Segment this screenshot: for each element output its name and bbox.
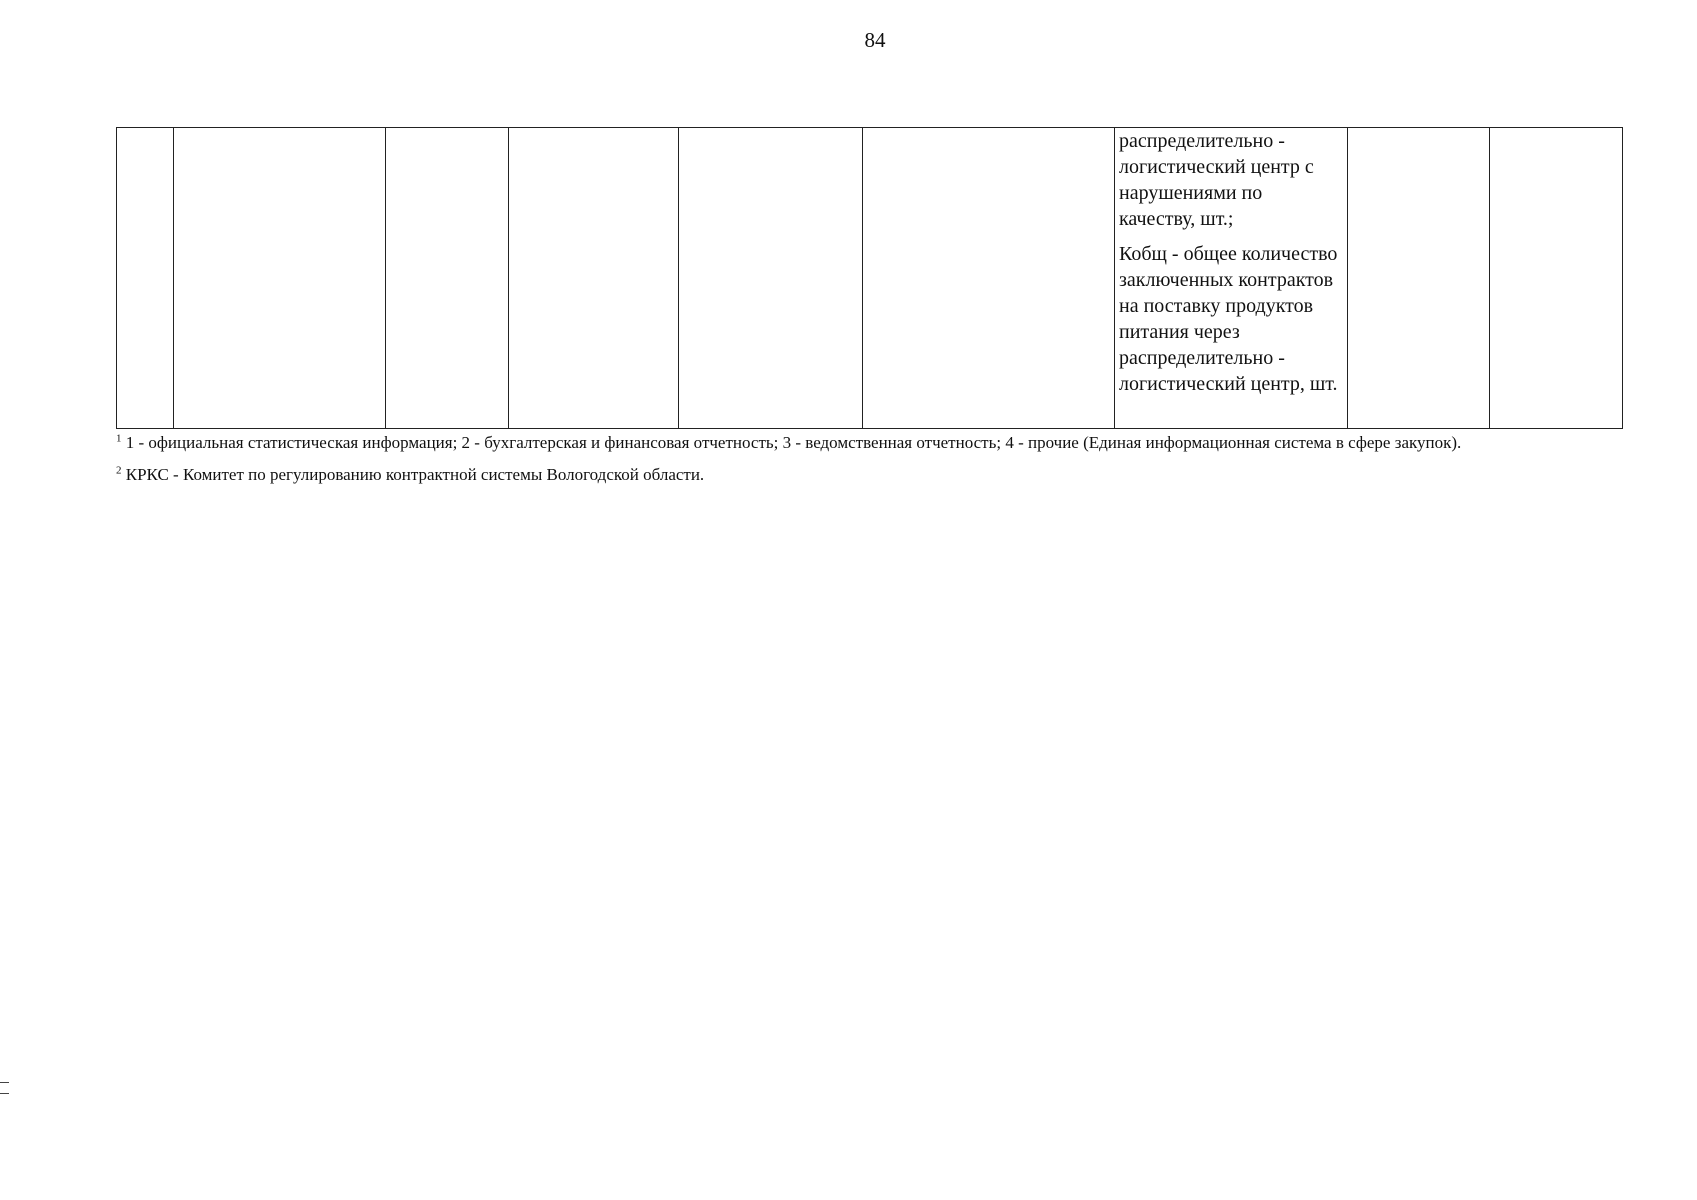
table-cell-method bbox=[863, 128, 1115, 429]
page-number: 84 bbox=[864, 28, 886, 52]
table-cell-unit bbox=[386, 128, 509, 429]
footnote-text: КРКС - Комитет по регулированию контрактной системы Вологодской области. bbox=[125, 465, 705, 484]
margin-mark bbox=[0, 1093, 9, 1094]
table-cell-source bbox=[1348, 128, 1490, 429]
margin-mark bbox=[0, 1082, 9, 1083]
table-cell-number bbox=[117, 128, 174, 429]
formula-variable-description: Кобщ - общее количество заключенных контрактов на поставку продуктов питания через распределительно - логистический центр, шт. bbox=[1119, 243, 1338, 395]
footnote-text: 1 - официальная статистическая информация; 2 - бухгалтерская и финансовая отчетность; 3 - ведомственная отчетность; 4 - прочие (Единая информационная система в сфере закупок). bbox=[125, 433, 1462, 452]
table-cell-definition bbox=[509, 128, 679, 429]
footnote-marker: 2 bbox=[116, 464, 122, 477]
indicator-table bbox=[116, 127, 1623, 429]
table-cell-periodicity bbox=[679, 128, 863, 429]
footnote-marker: 1 bbox=[116, 432, 122, 445]
table-cell-formula-description bbox=[1115, 128, 1348, 429]
footnotes bbox=[116, 430, 1622, 488]
footnote bbox=[116, 462, 1622, 488]
footnote bbox=[116, 430, 1622, 456]
table-row bbox=[117, 128, 1623, 429]
formula-variable-description: распределительно - логистический центр с нарушениями по качеству, шт.; bbox=[1119, 130, 1314, 230]
table-cell-indicator bbox=[174, 128, 386, 429]
table-cell-responsible bbox=[1490, 128, 1623, 429]
